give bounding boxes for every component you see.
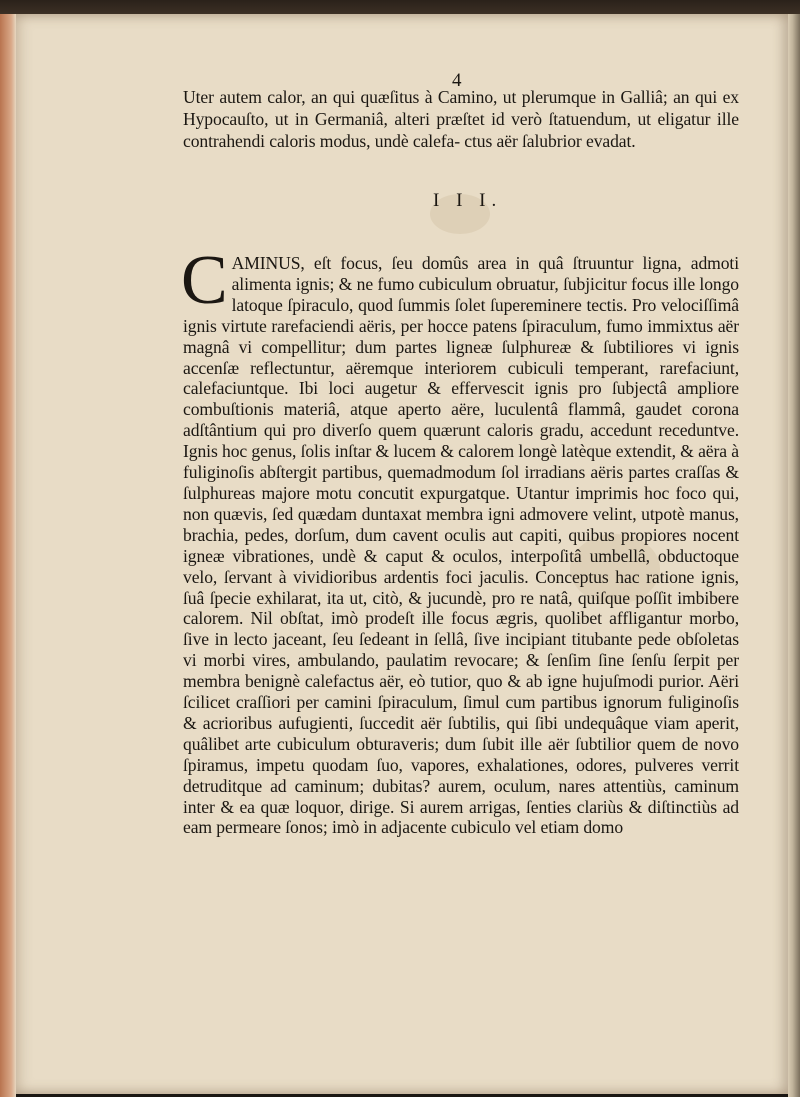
paragraph-caminus-body: AMINUS, eſt focus, ſeu domûs area in quâ ſtruuntur ligna, admoti alimenta ignis; & ne fumo cubiculum obruatur, ſubjicitur focus ille longo latoque ſpiraculo, quod ſummis ſolet ſupereminere tectis. Pro velociſſimâ ignis virtute rarefaciendi aëris, per hocce patens ſpiraculum, fumo immixtus aër magnâ vi compellitur; dum partes ligneæ ſulphureæ & ſubtiliores vi ignis accenſæ reflectuntur, aëremque interiorem cubiculi temperant, rarefaciunt, calefaciuntque. Ibi loci augetur & effervescit ignis pro ſubjectâ ampliore combuſtionis materiâ, atque aperto aëre, luculentâ flammâ, gaudet corona adſtântium qui pro diverſo quem quærunt caloris gradu, accedunt receduntve. Ignis hoc genus, ſolis inſtar & lucem & calorem longè latèque extendit, & aëra à fuliginoſis abſtergit partibus, quemadmodum ſol irradians aëris partes craſſas & ſulphureas majore motu concutit expurgatque. Utantur imprimis hoc foco qui, non quævis, ſed quædam duntaxat membra igni admovere velint, utpotè manus, brachia, pedes, dorſum, dum cavent oculis aut capiti, quibus propiores nocent igneæ vibrationes, undè & caput & oculos, interpoſitâ umbellâ, obductoque velo, ſervant à vividioribus ardentis foci jaculis. Conceptus hac ratione ignis, ſuâ ſpecie exhilarat, ita ut, citò, & jucundè, pro re natâ, quiſque poſſit imbibere calorem. Nil obſtat, imò prodeſt ille focus ægris, quolibet affligantur morbo, ſive in lecto jaceant, ſeu ſedeant in ſellâ, ſive incipiant titubante pede obſoletas vi morbi vires, ambulando, paulatim revocare; & ſenſim ſine ſenſu ſerpit per membra benignè calefactus aër, eò tutior, quo & ab igne hujuſmodi purior. Aëri ſcilicet craſſiori per camini ſpiraculum, ſimul cum partibus ignorum fuliginoſis & acrioribus aufugienti, ſuccedit aër ſubtilis, qui ſibi undequâque viam aperit, quâlibet arte cubiculum obturaveris; dum ſubit ille aër ſubtilior quem de novo ſpiramus, impetu quodam ſuo, vapores, exhalationes, odores, pulveres verrit detruditque ad caminum; dubitas? aurem, oculum, nares attentiùs, caminum inter & ea quæ loquor, dirige. Si aurem arrigas, ſenties clariùs & diſtinctiùs ad eam permeare ſonos; imò in adjacente cubiculo vel etiam domo bbox=[183, 253, 739, 838]
page-number: 4 bbox=[452, 70, 462, 91]
paragraph-caminus bbox=[181, 242, 739, 838]
drop-cap: C bbox=[181, 242, 228, 319]
page-edge bbox=[788, 14, 800, 1097]
page-gutter bbox=[0, 14, 16, 1097]
section-heading: I I I. bbox=[433, 190, 503, 211]
paragraph-intro: Uter autem calor, an qui quæſitus à Camino, ut plerumque in Galliâ; an qui ex Hypocauſto, ut in Germaniâ, alteri præſtet id verò ſtatuendum, ut eligatur ille contrahendi caloris modus, undè calefa- ctus aër ſalubrior evadat. bbox=[183, 87, 739, 151]
